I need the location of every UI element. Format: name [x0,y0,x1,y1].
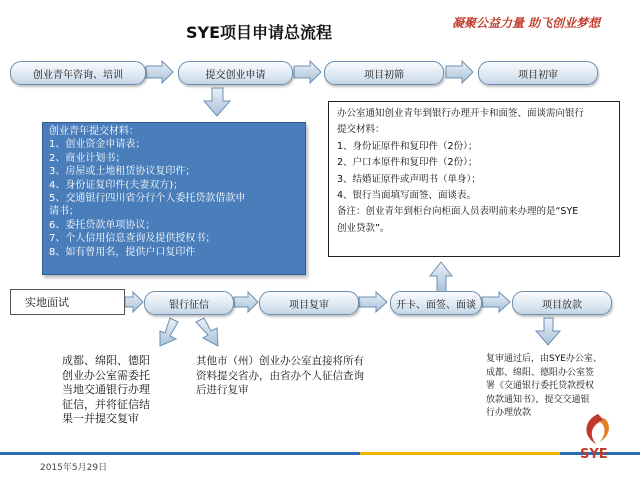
arrow-5 [234,292,258,312]
materials-item: 3、房屋或土地租赁协议复印件； [49,166,196,178]
footer-bar-accent [360,452,560,455]
arrow-1 [146,61,173,83]
page-title: SYE项目申请总流程 [186,23,333,42]
note-major-cities [62,354,150,427]
notice-line: 1、身份证原件和复印件（2份）； [337,140,478,152]
materials-item: 2、商业计划书； [49,152,126,164]
notice-line: 3、结婚证原件或声明书（单身）； [337,173,481,185]
note-line: 果一并提交复审 [62,412,139,425]
arrow-2 [294,61,321,83]
step-consult-training: 创业青年咨询、培训 [10,61,146,85]
note-line: 后进行复审 [196,384,249,396]
materials-item: 4、身份证复印件(夫妻双方)； [49,179,184,191]
notice-line: 2、户口本原件和复印件（2份）； [337,157,478,169]
notice-line: 提交材料： [337,124,385,136]
note-line: 放款通知书》，提交交通银 [486,394,590,405]
note-loan-process [486,353,602,421]
bank-notice-box [328,101,620,257]
notice-line: 办公室通知创业青年到银行办理开卡和面签、面谈需向银行 [337,108,585,119]
logo-wordmark: SYE [580,447,608,462]
materials-item: 8、如有曾用名，提供户口复印件 [49,246,196,258]
step-initial-review: 项目初审 [478,61,598,85]
step-re-review: 项目复审 [259,291,359,315]
note-line: 署《交通银行委托贷款授权 [486,381,595,391]
step-account-interview: 开卡、面签、面谈 [390,291,482,315]
slogan: 凝聚公益力量 助飞创业梦想 [452,16,601,30]
notice-line: 备注：创业青年到柜台向柜面人员表明前来办理的是“SYE [337,206,579,218]
arrow-down-main [204,88,230,116]
materials-heading: 创业青年提交材料： [49,126,139,137]
materials-item: 请书； [49,206,79,218]
notice-line: 创业贷款”。 [337,222,390,234]
footer-date: 2015年5月29日 [40,463,108,473]
materials-item: 5、交通银行四川省分行个人委托贷款借款申 [49,193,246,205]
note-line: 创业办公室需委托 [62,368,150,382]
note-other-cities [196,354,364,398]
note-line: 成都、绵阳、德阳 [62,354,150,367]
step-submit-application: 提交创业申请 [178,61,293,85]
arrow-6 [359,292,387,312]
step-bank-credit-check: 银行征信 [144,291,234,315]
materials-box [42,122,306,275]
note-line: 资料提交省办，由省办个人征信查询 [196,369,364,382]
arrow-down-loan [536,318,560,345]
materials-item: 1、创业资金申请表； [49,139,146,151]
arrow-up-notice [430,262,452,292]
arrow-7 [482,292,510,312]
onsite-interview-box: 实地面试 [10,289,125,315]
note-line: 征信，并将征信结 [62,397,150,411]
materials-item: 7、个人信用信息查询及提供授权书； [49,233,216,245]
arrow-diag-left [160,318,178,346]
note-line: 当地交通银行办理 [62,383,150,396]
materials-item: 6、委托贷款单项协议； [49,219,156,231]
note-line: 成都、绵阳、德阳办公室签 [486,367,595,378]
arrow-3 [446,61,473,83]
note-line: 行办理放款 [486,408,532,418]
step-initial-screening: 项目初筛 [324,61,444,85]
arrow-4 [125,292,143,312]
notice-line: 4、银行当面填写面签、面谈表。 [337,190,477,202]
arrow-diag-right [196,318,218,346]
step-loan-disbursement: 项目放款 [512,291,612,315]
note-line: 复审通过后，由SYE办公室、 [486,354,602,364]
note-line: 其他市（州）创业办公室直接将所有 [196,355,364,367]
